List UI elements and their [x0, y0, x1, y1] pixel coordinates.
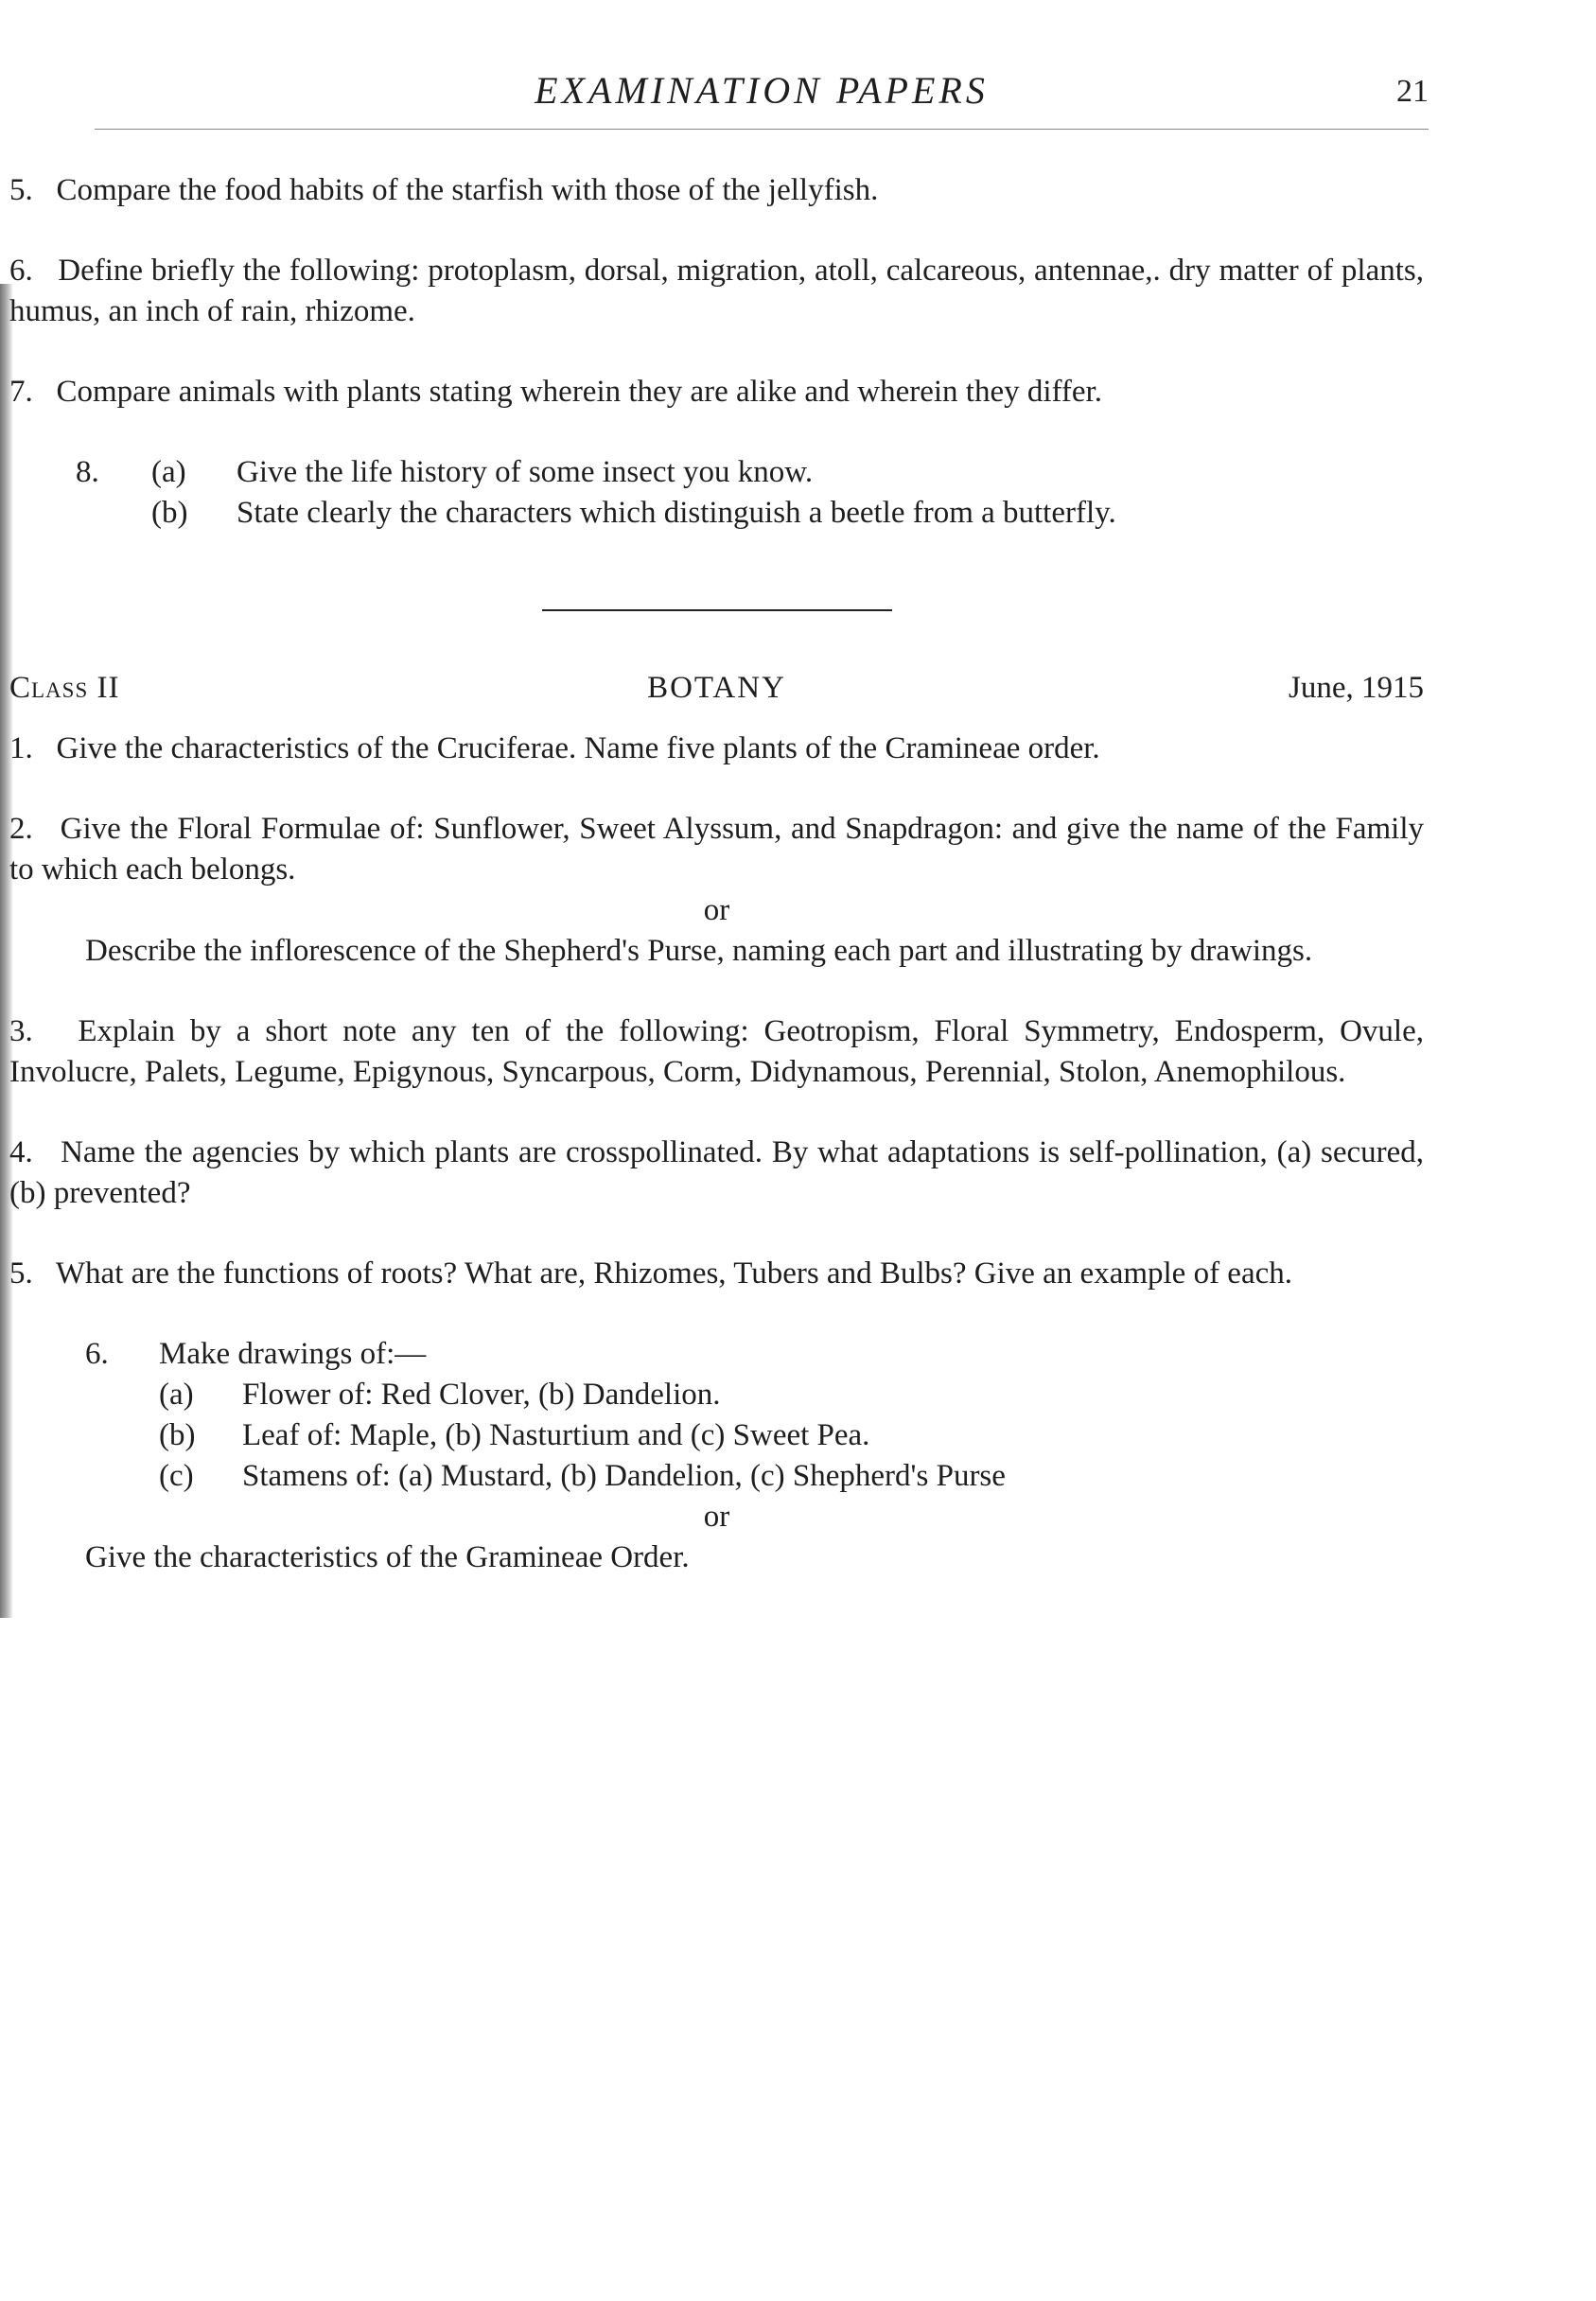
question-text: Name the agencies by which plants are crosspollinated. By what adaptations is self-pollination, (a) secured, (b) prevented?	[9, 1135, 1425, 1210]
subject-title: BOTANY	[647, 671, 786, 705]
sub-text: Stamens of: (a) Mustard, (b) Dandelion, (c) Shepherd's Purse	[242, 1459, 1006, 1493]
list-item	[159, 1375, 1424, 1415]
question-number: 7.	[9, 375, 33, 409]
sub-text: Leaf of: Maple, (b) Nasturtium and (c) Sweet Pea.	[242, 1418, 870, 1452]
class-label: Class II	[9, 671, 120, 705]
or-separator: or	[703, 1500, 730, 1534]
or-separator: or	[703, 893, 730, 927]
sub-text: State clearly the characters which distinguish a beetle from a butterfly.	[237, 496, 1116, 530]
question-number: 5.	[9, 1256, 33, 1291]
header-rule	[95, 129, 1429, 130]
question-text: Give the characteristics of the Cruciferae. Name five plants of the Cramineae order.	[56, 731, 1100, 765]
sub-label: (c)	[159, 1459, 194, 1493]
question-text: Give the Floral Formulae of: Sunflower, Sweet Alyssum, and Snapdragon: and give the name of the Family to which each belongs.	[9, 812, 1425, 887]
question-6	[9, 251, 1424, 332]
question-number: 4.	[9, 1135, 33, 1169]
question-8	[9, 452, 1424, 534]
question-text: Compare the food habits of the starfish with those of the jellyfish.	[56, 173, 879, 207]
page-number: 21	[1396, 74, 1429, 109]
sub-text: Give the life history of some insect you know.	[237, 455, 814, 489]
question-text: Compare animals with plants stating wherein they are alike and wherein they differ.	[56, 375, 1102, 409]
botany-question-3	[9, 1011, 1424, 1093]
botany-question-1	[9, 729, 1424, 769]
question-number: 5.	[9, 173, 33, 207]
sub-text: Flower of: Red Clover, (b) Dandelion.	[242, 1378, 721, 1412]
exam-date: June, 1915	[1289, 671, 1424, 705]
running-header	[95, 68, 1429, 125]
question-number: 6.	[9, 254, 33, 288]
alternative-question: Describe the inflorescence of the Shepherd's Purse, naming each part and illustrating by drawings.	[85, 934, 1313, 968]
question-7	[9, 372, 1424, 413]
header-title: EXAMINATION PAPERS	[535, 69, 989, 112]
question-text: Define briefly the following: protoplasm, dorsal, migration, atoll, calcareous, antennae,. dry matter of plants, humus, an inch of rain, rhizome.	[9, 254, 1425, 328]
list-item	[159, 1456, 1424, 1497]
question-number: 6.	[85, 1337, 109, 1371]
question-number: 2.	[9, 812, 33, 846]
sub-label: (a)	[151, 455, 186, 489]
botany-question-6	[9, 1334, 1424, 1578]
question-number: 8.	[76, 455, 99, 489]
botany-question-5	[9, 1254, 1424, 1294]
question-text: What are the functions of roots? What are, Rhizomes, Tubers and Bulbs? Give an example of each.	[55, 1256, 1292, 1291]
question-text: Make drawings of:—	[159, 1337, 427, 1371]
botany-question-4	[9, 1133, 1424, 1214]
question-5	[9, 170, 1424, 211]
alternative-question: Give the characteristics of the Gramineae Order.	[85, 1540, 690, 1574]
section-heading	[9, 668, 1424, 713]
page-content	[9, 170, 1424, 1578]
drawing-list	[9, 1375, 1424, 1497]
list-item	[159, 1415, 1424, 1456]
question-number: 1.	[9, 731, 33, 765]
sub-label: (b)	[151, 496, 188, 530]
sub-label: (b)	[159, 1418, 196, 1452]
sub-label: (a)	[159, 1378, 194, 1412]
question-text: Explain by a short note any ten of the following: Geotropism, Floral Symmetry, Endosperm, Ovule, Involucre, Palets, Legume, Epigynous, Syncarpous, Corm, Didynamous, Perennial, Stolon, Anemophilous.	[9, 1014, 1425, 1089]
question-number: 3.	[9, 1014, 33, 1048]
botany-question-2	[9, 809, 1424, 890]
